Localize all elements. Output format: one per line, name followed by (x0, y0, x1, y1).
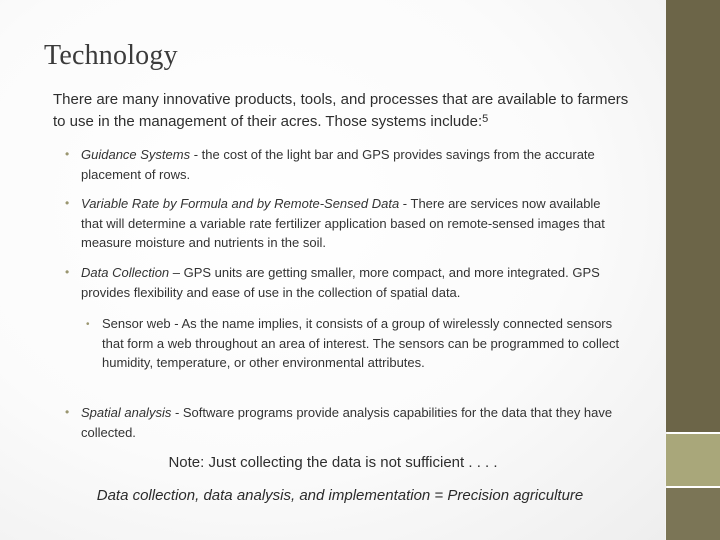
note-text: Note: Just collecting the data is not sufficient . . . . (168, 454, 498, 471)
bullet-term: Variable Rate by Formula and by Remote-Sensed Data (81, 196, 400, 211)
bullet-guidance-systems (65, 145, 625, 184)
bullet-text: – GPS units are getting smaller, more compact, and more integrated. GPS provides flexibility and ease of use in the collection of spatial data. (81, 265, 600, 300)
bullet-icon: • (65, 405, 70, 419)
bullet-data-collection (65, 263, 640, 302)
bullet-term: Spatial analysis (81, 405, 172, 420)
bullet-text: - Software programs provide analysis capabilities for the data that they have collected. (81, 405, 613, 440)
bullet-term: Guidance Systems (81, 147, 191, 162)
bullet-body (81, 145, 625, 184)
summary-statement: Data collection, data analysis, and implementation = Precision agriculture (96, 487, 584, 504)
side-strip-middle (666, 434, 720, 486)
bullet-body (81, 403, 630, 442)
bullet-icon: • (65, 265, 70, 279)
bullet-variable-rate (65, 194, 625, 253)
sub-bullet-sensor-web (86, 314, 626, 373)
slide-title: Technology (44, 40, 178, 71)
intro-text: There are many innovative products, tools, and processes that are available to farmers to use in the management of their acres. Those systems include: (53, 91, 629, 130)
side-strip-top (666, 0, 720, 432)
sub-bullet-text: Sensor web - As the name implies, it consists of a group of wirelessly connected sensors that form a web throughout an area of interest. The sensors can be programmed to collect humidity, temperature, or other environmental attributes. (102, 316, 620, 370)
bullet-icon: • (65, 196, 70, 210)
bullet-body (81, 263, 640, 302)
footnote-reference: 5 (482, 113, 489, 125)
intro-paragraph (53, 89, 643, 133)
side-decoration-strip (666, 0, 720, 540)
bullet-text: - There are services now available that will determine a variable rate fertilizer application based on remote-sensed images that measure moisture and nutrients in the soil. (81, 196, 605, 250)
bullet-body (81, 194, 625, 253)
sub-bullet-icon: • (86, 319, 90, 330)
bullet-term: Data Collection (81, 265, 170, 280)
bullet-spatial-analysis (65, 403, 630, 442)
bullet-icon: • (65, 147, 70, 161)
bullet-text: - the cost of the light bar and GPS provides savings from the accurate placement of rows. (81, 147, 595, 182)
